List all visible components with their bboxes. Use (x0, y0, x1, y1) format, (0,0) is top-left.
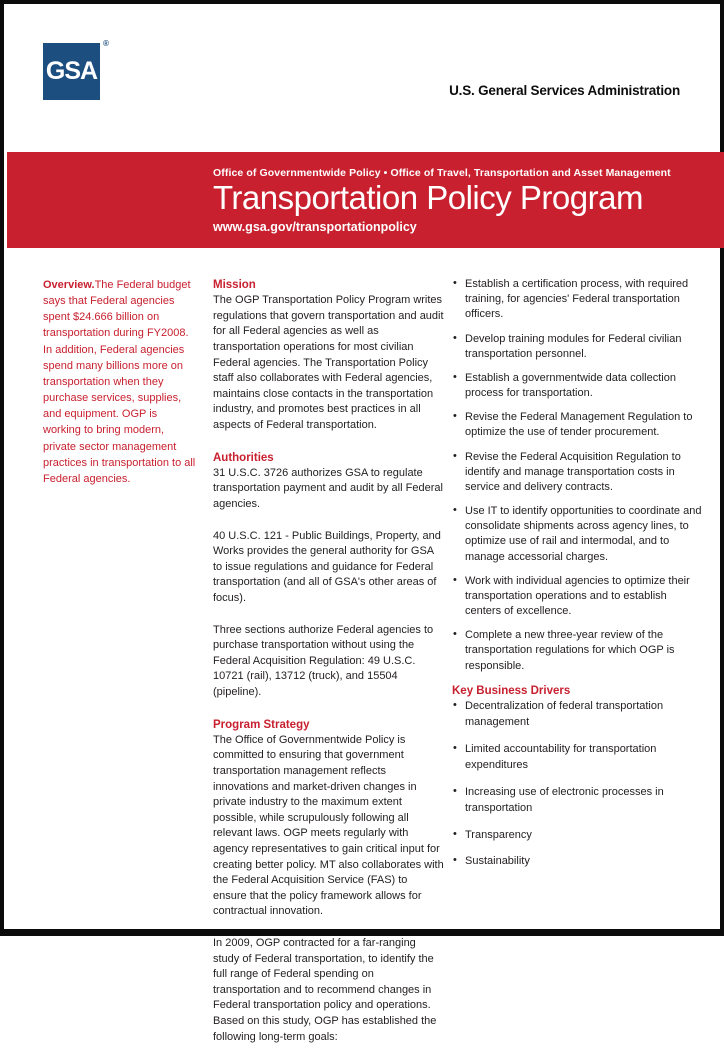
goal-item: • Revise the Federal Acquisition Regulation to identify and manage transportation costs in service and delivery contracts. (452, 450, 705, 496)
overview-column (43, 277, 198, 487)
program-url: www.gsa.gov/transportationpolicy (213, 219, 417, 234)
mission-paragraph: The OGP Transportation Policy Program writes regulations that govern transportation and audit for all Federal agencies as well as transportation operations for most civilian Federal agencies. The Transportation Policy staff also collaborates with Federal agencies, maintains close contacts in the transportation industry, and promotes best practices in all aspects of Federal transportation. (213, 294, 444, 431)
authorities-paragraph: Three sections authorize Federal agencies to purchase transportation without using the Federal Acquisition Regulation: 49 U.S.C. 10721 (rail), 13712 (truck), and 15504 (pipeline). (213, 623, 434, 698)
driver-item: • Increasing use of electronic processes in transportation (452, 785, 705, 817)
overview-label: Overview. (43, 279, 95, 291)
title-banner (7, 152, 724, 248)
authorities-paragraph: 31 U.S.C. 3726 authorizes GSA to regulate transportation payment and audit by all Federal agencies. (213, 466, 443, 510)
goal-item: • Use IT to identify opportunities to coordinate and consolidate shipments across agency lines, to optimize use of rail and intermodal, and to manage accessorial charges. (452, 504, 705, 565)
gsa-logo (43, 43, 100, 100)
driver-item: • Sustainability (452, 854, 705, 870)
key-business-drivers-list (452, 699, 705, 871)
main-column (213, 277, 444, 1061)
registered-trademark-icon: ® (103, 39, 109, 48)
page-title: Transportation Policy Program (213, 179, 643, 216)
driver-item: • Limited accountability for transportation expenditures (452, 742, 705, 774)
goal-item: • Establish a governmentwide data collection process for transportation. (452, 371, 705, 401)
mission-heading: Mission (213, 279, 256, 291)
goal-item: • Establish a certification process, with required training, for agencies' Federal transportation officers. (452, 277, 705, 323)
authorities-paragraph: 40 U.S.C. 121 - Public Buildings, Property, and Works provides the general authority for GSA to issue regulations and guidance for Federal transportation (and all of GSA's other areas of focus). (213, 529, 441, 604)
goal-item: • Work with individual agencies to optimize their transportation operations and to establish centers of excellence. (452, 574, 705, 620)
authorities-heading: Authorities (213, 451, 274, 464)
goals-column (452, 277, 705, 881)
driver-item: • Transparency (452, 828, 705, 844)
goal-item: • Complete a new three-year review of the transportation regulations for which OGP is responsible. (452, 628, 705, 674)
overview-text: The Federal budget says that Federal agencies spent $24.666 billion on transportation during FY2008. In addition, Federal agencies spend many billions more on transportation when they purchase services, supplies, and equipment. OGP is working to bring modern, private sector management practices in transportation to all Federal agencies. (43, 279, 196, 485)
banner-offices: Office of Governmentwide Policy • Office of Travel, Transportation and Asset Management (213, 167, 671, 179)
overview-paragraph (43, 277, 198, 487)
goal-item: • Revise the Federal Management Regulation to optimize the use of tender procurement. (452, 410, 705, 440)
program-strategy-heading: Program Strategy (213, 718, 310, 731)
gsa-logo-text: GSA (45, 57, 98, 85)
program-strategy-paragraph: The Office of Governmentwide Policy is committed to ensuring that government transportation management reflects innovations and market-driven changes in private industry to the maximum extent possible, while scrupulously following all relevant laws. OGP meets regularly with agency representatives to gain critical input for creating better policy. MT also collaborates with the Federal Acquisition Service (FAS) to ensure that the policy framework allows for contractual innovation. (213, 733, 444, 918)
program-strategy-paragraph: In 2009, OGP contracted for a far-ranging study of Federal transportation, to identify the full range of Federal spending on transportation and to recommend changes in Federal transportation policy and operations. Based on this study, OGP has established the following long-term goals: (213, 937, 437, 1043)
banner-content (7, 152, 724, 234)
driver-item: • Decentralization of federal transportation management (452, 699, 705, 731)
goal-item: • Develop training modules for Federal civilian transportation personnel. (452, 332, 705, 362)
agency-name: U.S. General Services Administration (449, 83, 680, 98)
goals-list (452, 277, 705, 674)
key-business-drivers-heading: Key Business Drivers (452, 684, 571, 697)
